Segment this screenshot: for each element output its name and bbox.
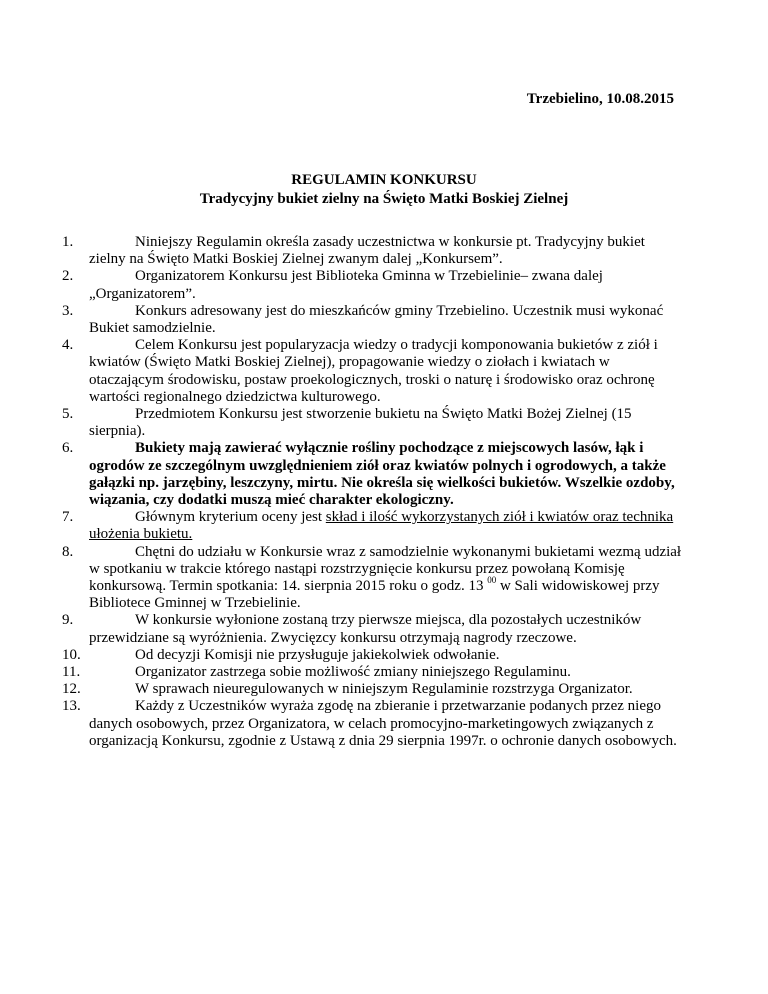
rule-number: 12. <box>62 681 81 698</box>
rule-number: 8. <box>62 543 74 560</box>
rule-text: Chętni do udziału w Konkursie wraz z samodzielnie wykonanymi bukietami wezmą udział w spotkaniu w trakcie którego nastąpi rozstrzygnięcie konkursu przez powołaną Komisję konkursową. Termin spotkania: 14. sierpnia 2015 roku o godz. 13 <box>89 543 682 595</box>
rule-number: 1. <box>62 234 74 250</box>
rule-text-continued: w Sali widowiskowej przy Bibliotece Gminnej w Trzebielinie. <box>89 578 660 612</box>
rule-number: 9. <box>62 612 74 629</box>
rules-list <box>62 234 682 750</box>
rule-item-12 <box>62 681 682 698</box>
rule-item-1 <box>62 234 682 268</box>
rule-item-8 <box>62 544 682 613</box>
rule-text: Każdy z Uczestników wyraża zgodę na zbieranie i przetwarzanie podanych przez niego danych osobowych, przez Organizatora, w celach promocyjno-marketingowych związanych z organizacją Konkursu, zgodnie z Ustawą z dnia 29 sierpnia 1997r. o ochronie danych osobowych. <box>89 698 677 749</box>
rule-text: Celem Konkursu jest popularyzacja wiedzy o tradycji komponowania bukietów z ziół i kwiatów (Święto Matki Boskiej Zielnej), propagowanie wiedzy o ziołach i kwiatach w otaczającym środowisku, postaw proekologicznych, troski o naturę i środowisko oraz ochronę wartości regionalnego dziedzictwa kulturowego. <box>89 337 658 405</box>
rule-text: Konkurs adresowany jest do mieszkańców gminy Trzebielino. Uczestnik musi wykonać Bukiet samodzielnie. <box>89 302 664 337</box>
rule-item-13 <box>62 698 682 750</box>
rule-item-7 <box>62 509 682 543</box>
rule-number: 7. <box>62 509 74 526</box>
document-title: REGULAMIN KONKURSU <box>291 172 477 188</box>
document-date: Trzebielino, 10.08.2015 <box>526 91 674 107</box>
rule-item-6 <box>62 440 682 509</box>
rule-text-bold: Bukiety mają zawierać wyłącznie rośliny pochodzące z miejscowych lasów, łąk i ogrodów ze szczególnym uwzględnieniem ziół oraz kwiatów polnych i ogrodowych, a także gałązki np. jarzębiny, leszczyny, mirtu. Nie określa się wielkości bukietów. Wszelkie ozdoby, wiązania, czy dodatki muszą mieć charakter ekologiczny. <box>89 440 675 509</box>
document-subtitle: Tradycyjny bukiet zielny na Święto Matki Boskiej Zielnej <box>199 191 569 207</box>
rule-text: W sprawach nieuregulowanych w niniejszym Regulaminie rozstrzyga Organizator. <box>135 681 633 698</box>
rule-item-3 <box>62 303 682 337</box>
rule-item-5 <box>62 406 682 440</box>
rule-number: 6. <box>62 440 74 457</box>
time-minutes-superscript: 00 <box>487 575 497 586</box>
rule-text-underlined: skład i ilość wykorzystanych ziół i kwiatów oraz technika ułożenia bukietu. <box>89 509 674 543</box>
rule-item-4 <box>62 337 682 406</box>
rule-item-2 <box>62 268 682 302</box>
rule-text: Organizatorem Konkursu jest Biblioteka Gminna w Trzebielinie– zwana dalej „Organizatorem”. <box>89 268 603 302</box>
rule-text: Głównym kryterium oceny jest <box>135 509 326 526</box>
rule-number: 13. <box>62 698 81 715</box>
rule-text: W konkursie wyłonione zostaną trzy pierwsze miejsca, dla pozostałych uczestników przewidziane są wyróżnienia. Zwycięzcy konkursu otrzymają nagrody rzeczowe. <box>89 612 642 646</box>
rule-text: Od decyzji Komisji nie przysługuje jakiekolwiek odwołanie. <box>135 646 500 663</box>
rule-item-10 <box>62 647 682 664</box>
rule-number: 3. <box>62 302 74 319</box>
rule-item-11 <box>62 664 682 681</box>
rule-text: Przedmiotem Konkursu jest stworzenie bukietu na Święto Matki Bożej Zielnej (15 sierpnia). <box>89 406 632 440</box>
rule-number: 5. <box>62 406 74 423</box>
rule-number: 11. <box>62 664 81 681</box>
rule-item-9 <box>62 612 682 646</box>
rule-text: Organizator zastrzega sobie możliwość zmiany niniejszego Regulaminu. <box>135 664 571 681</box>
rule-text: Niniejszy Regulamin określa zasady uczestnictwa w konkursie pt. Tradycyjny bukiet zielny na Święto Matki Boskiej Zielnej zwanym dalej „Konkursem”. <box>89 234 645 268</box>
rule-number: 4. <box>62 337 74 354</box>
rule-number: 10. <box>62 646 81 663</box>
rule-number: 2. <box>62 268 74 285</box>
